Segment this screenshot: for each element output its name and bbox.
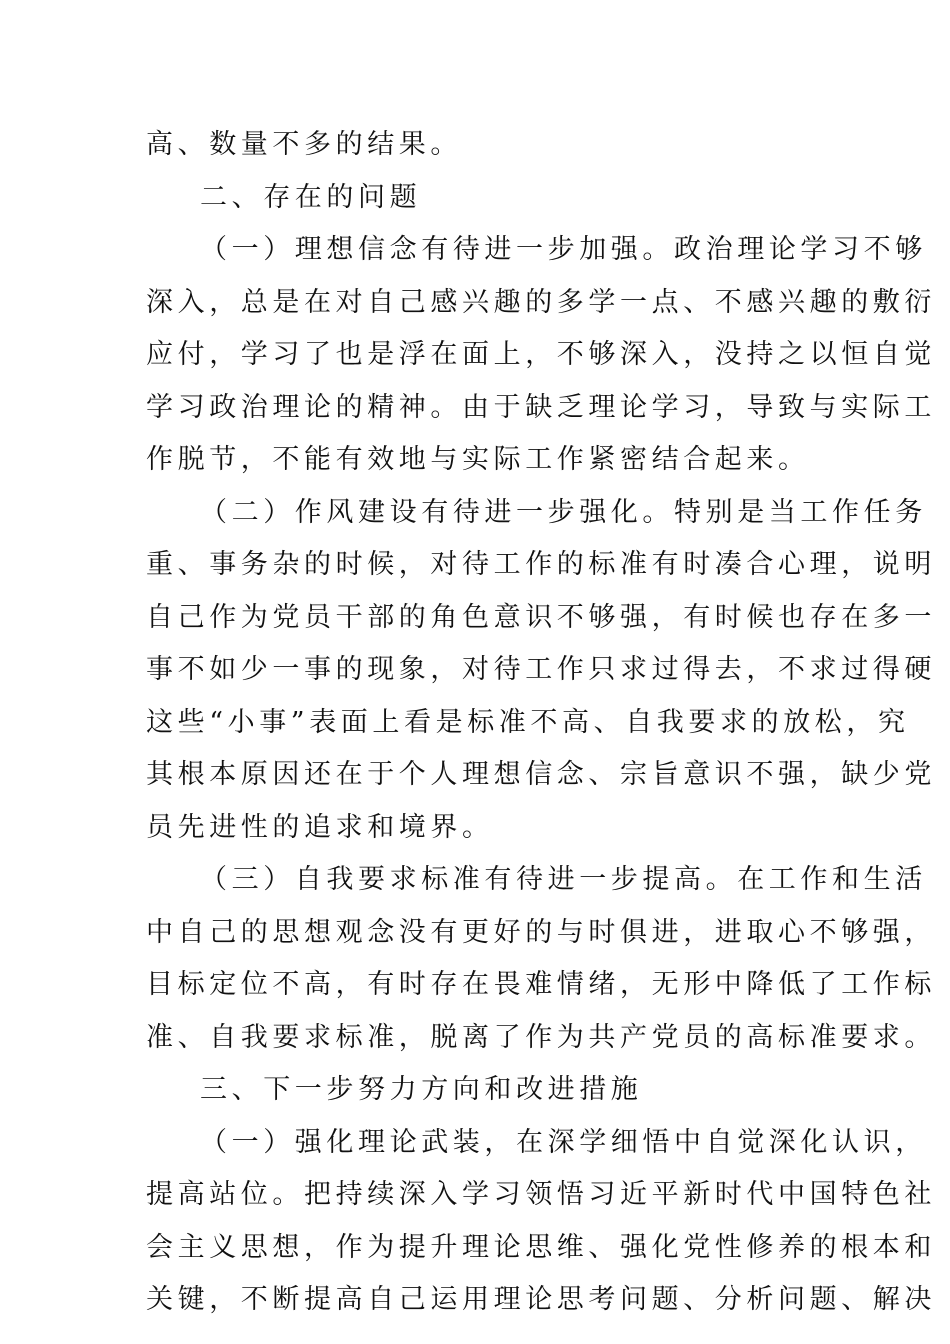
text-line: 员先进性的追求和境界。 — [146, 811, 494, 843]
document-body — [146, 119, 936, 1327]
text-line: 高、数量不多的结果。 — [146, 129, 462, 160]
text-line: 这些“小事”表面上看是标准不高、自我要求的放松，究 — [146, 706, 910, 738]
text-line: 应付，学习了也是浮在面上，不够深入，没持之以恒自觉 — [146, 339, 936, 370]
text-line: 深入，总是在对自己感兴趣的多学一点、不感兴趣的敷衍 — [146, 286, 936, 318]
text-line: 二、存在的问题 — [200, 181, 422, 213]
text-line: （一）强化理论武装，在深学细悟中自觉深化认识， — [200, 1126, 927, 1158]
text-line: 中自己的思想观念没有更好的与时俱进，进取心不够强， — [146, 916, 936, 948]
text-line: 其根本原因还在于个人理想信念、宗旨意识不强，缺少党 — [146, 759, 936, 790]
text-line: 目标定位不高，有时存在畏难情绪，无形中降低了工作标 — [146, 969, 936, 1000]
text-line: 自己作为党员干部的角色意识不够强，有时候也存在多一 — [146, 601, 936, 633]
text-line: 学习政治理论的精神。由于缺乏理论学习，导致与实际工 — [146, 391, 936, 423]
text-line: （一）理想信念有待进一步加强。政治理论学习不够 — [200, 234, 927, 265]
text-line: （三）自我要求标准有待进一步提高。在工作和生活 — [200, 864, 927, 895]
text-line: 三、下一步努力方向和改进措施 — [200, 1074, 643, 1105]
text-line: （二）作风建设有待进一步强化。特别是当工作任务 — [200, 496, 927, 528]
text-line: 重、事务杂的时候，对待工作的标准有时凑合心理，说明 — [146, 549, 936, 580]
text-line: 事不如少一事的现象，对待工作只求过得去，不求过得硬 — [146, 654, 936, 685]
text-line: 会主义思想，作为提升理论思维、强化党性修养的根本和 — [146, 1231, 936, 1263]
text-line: 关键，不断提高自己运用理论思考问题、分析问题、解决 — [146, 1284, 936, 1315]
text-line: 作脱节，不能有效地与实际工作紧密结合起来。 — [146, 444, 810, 475]
text-line: 提高站位。把持续深入学习领悟习近平新时代中国特色社 — [146, 1179, 936, 1210]
text-line: 准、自我要求标准，脱离了作为共产党员的高标准要求。 — [146, 1021, 936, 1053]
